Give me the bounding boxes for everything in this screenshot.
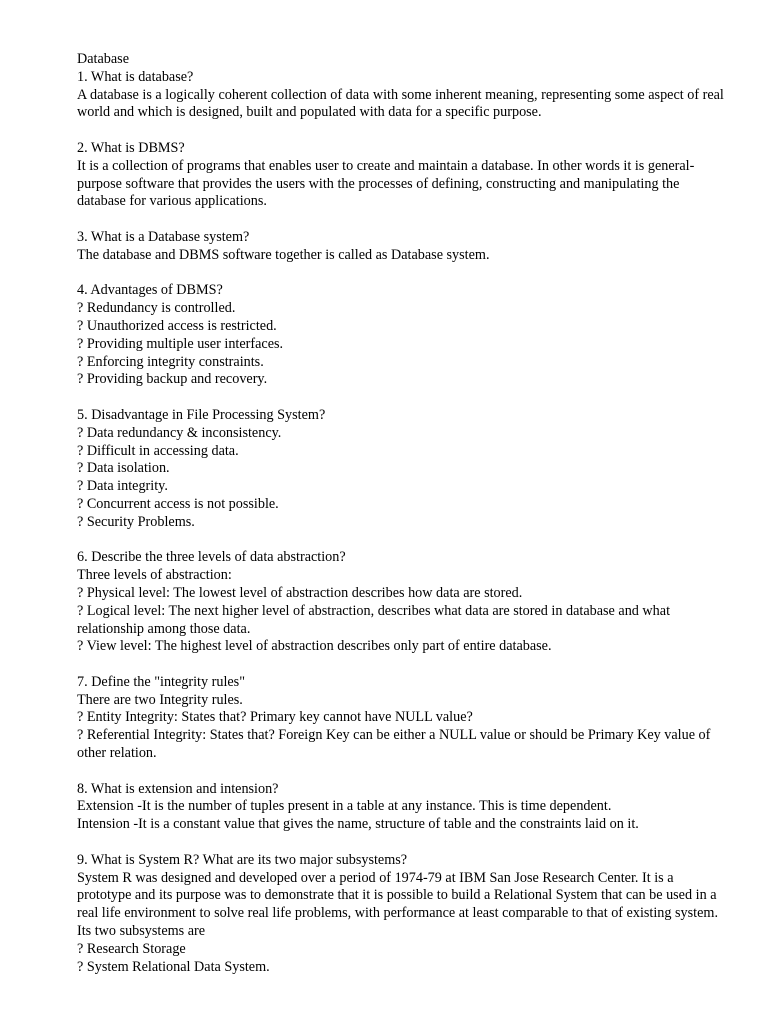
answer-9-line-1: System R was designed and developed over a period of 1974-79 at IBM San Jose Research Center. It is a prototype and its purpose was to demonstrate that it is possible to build a Relational System that can be used in a real life environment to solve real life problems, with performance at least comparable to that of existing system. <box>77 869 718 922</box>
answer-3-line-1: The database and DBMS software together is called as Database system. <box>77 246 490 263</box>
answer-8-extension: Extension -It is the number of tuples present in a table at any instance. This is time dependent. <box>77 798 612 815</box>
question-9: 9. What is System R? What are its two major subsystems? <box>77 851 408 868</box>
question-8: 8. What is extension and intension? <box>77 780 279 797</box>
answer-1-line-1: A database is a logically coherent collection of data with some inherent meaning, representing some aspect of real world and which is designed, built and populated with data for a specific purpose. <box>77 86 724 121</box>
list-item: ? Unauthorized access is restricted. <box>77 317 277 334</box>
list-item: ? Redundancy is controlled. <box>77 300 236 317</box>
list-item: ? Referential Integrity: States that? Foreign Key can be either a NULL value or should be Primary Key value of other relation. <box>77 727 711 762</box>
list-item: ? Physical level: The lowest level of abstraction describes how data are stored. <box>77 584 523 601</box>
qa-section-9 <box>77 852 727 977</box>
list-item: ? Providing multiple user interfaces. <box>77 335 284 352</box>
list-item: ? Data integrity. <box>77 478 168 495</box>
question-5: 5. Disadvantage in File Processing System? <box>77 406 326 423</box>
answer-9-line-2: Its two subsystems are <box>77 923 206 940</box>
question-1: 1. What is database? <box>77 68 194 85</box>
list-item: ? Entity Integrity: States that? Primary key cannot have NULL value? <box>77 709 473 726</box>
question-3: 3. What is a Database system? <box>77 228 250 245</box>
document-page <box>77 51 727 994</box>
answer-7-intro: There are two Integrity rules. <box>77 691 243 708</box>
list-item: ? Concurrent access is not possible. <box>77 495 279 512</box>
question-6: 6. Describe the three levels of data abstraction? <box>77 549 346 566</box>
list-item: ? Providing backup and recovery. <box>77 371 268 388</box>
list-item: ? System Relational Data System. <box>77 958 270 975</box>
answer-8-intension: Intension -It is a constant value that gives the name, structure of table and the constraints laid on it. <box>77 816 639 833</box>
qa-section-7 <box>77 674 727 763</box>
list-item: ? View level: The highest level of abstraction describes only part of entire database. <box>77 638 552 655</box>
list-item: ? Logical level: The next higher level of abstraction, describes what data are stored in database and what relationship among those data. <box>77 602 671 637</box>
question-4: 4. Advantages of DBMS? <box>77 282 223 299</box>
list-item: ? Difficult in accessing data. <box>77 442 239 459</box>
qa-section-5 <box>77 407 727 532</box>
list-item: ? Data redundancy & inconsistency. <box>77 424 282 441</box>
qa-section-6 <box>77 549 727 656</box>
answer-2-line-1: It is a collection of programs that enables user to create and maintain a database. In other words it is general-purpose software that provides the users with the processes of defining, constructing and manipulating the database for various applications. <box>77 157 695 210</box>
qa-section-1 <box>77 69 727 122</box>
question-2: 2. What is DBMS? <box>77 139 185 156</box>
list-item: ? Research Storage <box>77 940 186 957</box>
qa-section-2 <box>77 140 727 211</box>
list-item: ? Enforcing integrity constraints. <box>77 353 264 370</box>
qa-section-4 <box>77 282 727 389</box>
list-item: ? Security Problems. <box>77 513 195 530</box>
qa-section-8 <box>77 781 727 834</box>
qa-section-3 <box>77 229 727 265</box>
list-item: ? Data isolation. <box>77 460 170 477</box>
question-7: 7. Define the "integrity rules" <box>77 673 245 690</box>
answer-6-intro: Three levels of abstraction: <box>77 567 232 584</box>
document-title: Database <box>77 51 129 67</box>
